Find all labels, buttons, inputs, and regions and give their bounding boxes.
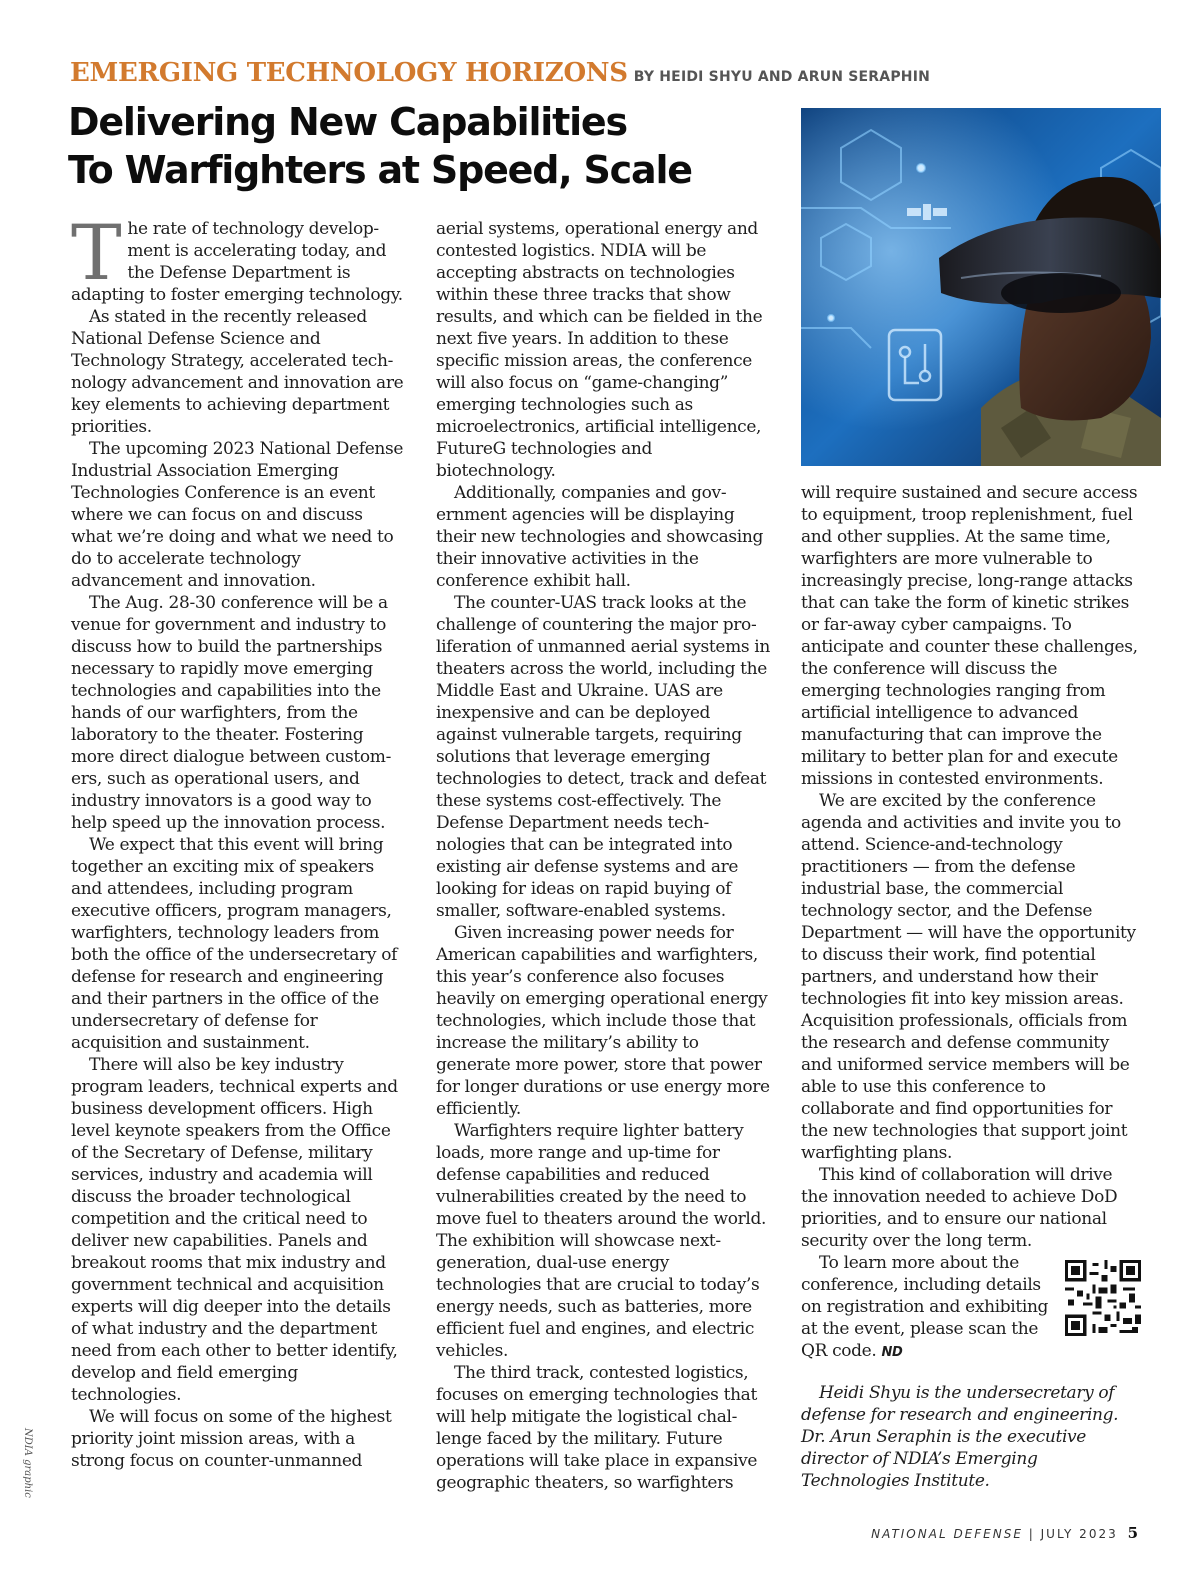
paragraph: We will focus on some of the highest priority joint mission areas, with a strong focus on counter-unmanned [71, 1407, 392, 1471]
section-title: EMERGING TECHNOLOGY HORIZONS [70, 58, 628, 88]
page-number: 5 [1127, 1524, 1138, 1542]
paragraph: will require sustained and secure access to equipment, troop replenishment, fuel and other supplies. At the same time, warfighters are more vulnerable to increasingly precise, long-range attacks that can take the form of kinetic strikes or far-away cyber campaigns. To anticipate and counter these challenges, the conference will discuss the emerging technologies ranging from artificial intelligence to advanced manufacturing that can improve the military to better plan for and execute missions in contested environments. [801, 483, 1138, 789]
soldier-headset-illustration [801, 108, 1161, 466]
paragraph: The upcoming 2023 National Defense Industrial Association Emerging Technologies Conference is an event where we can focus on and discuss what we’re doing and what we need to do to accelerate technology advancement and innovation. [71, 439, 404, 591]
page-footer [871, 1524, 1138, 1542]
paragraph: We are excited by the conference agenda and activities and invite you to attend. Science-and-technology practitioners — from the defense industrial base, the commercial technology sector, and the Defense Department — will have the opportunity to discuss their work, find potential partners, and understand how their technologies fit into key mission areas. Acquisition professionals, officials from the research and defense community and uniformed service members will be able to use this conference to collaborate and find opportunities for the new technologies that support joint warfighting plans. [801, 791, 1136, 1163]
paragraph: This kind of collaboration will drive the innovation needed to achieve DoD priorities, and to ensure our national security over the long term. [801, 1165, 1118, 1251]
article-header [70, 58, 930, 88]
publication-name: NATIONAL DEFENSE [871, 1527, 1023, 1541]
paragraph: Given increasing power needs for American capabilities and warfighters, this year’s conference also focuses heavily on emerging operational energy technologies, which include those that increase the military’s ability to generate more power, store that power for longer durations or use energy more efficiently. [436, 923, 770, 1119]
author-bio: Heidi Shyu is the undersecretary of defense for research and engineering. Dr. Arun Seraphin is the executive director of NDIA’s Emerging Technologies Institute. [801, 1383, 1119, 1491]
headline [68, 98, 692, 194]
paragraph: As stated in the recently released National Defense Science and Technology Strategy, accelerated technology advancement and innovation are key elements to achieving department priorities. [71, 307, 404, 437]
byline: BY HEIDI SHYU AND ARUN SERAPHIN [633, 69, 931, 85]
footer-separator: | [1028, 1527, 1035, 1541]
paragraph: aerial systems, operational energy and contested logistics. NDIA will be accepting abstracts on technologies within these three tracks that show results, and which can be fielded in the next five years. In addition to these specific mission areas, the conference will also focus on “game-changing” emerging technologies such as microelectronics, artificial intelligence, FutureG technologies and biotechnology. [436, 219, 763, 481]
issue-date: JULY 2023 [1040, 1527, 1118, 1541]
headline-line-1: Delivering New Capabilities [68, 100, 627, 144]
column-2 [436, 218, 770, 1494]
paragraph: Warfighters require lighter battery loads, more range and up-time for defense capabilities and reduced vulnerabilities created by the need to move fuel to theaters around the world. The exhibition will showcase next-generation, dual-use energy technologies that are crucial to today’s energy needs, such as batteries, more efficient fuel and engines, and electric vehicles. [436, 1121, 767, 1361]
column-1 [71, 208, 405, 1472]
article-photo [801, 108, 1161, 466]
paragraph: The third track, contested logistics, focuses on emerging technologies that will help mitigate the logistical challenge faced by the military. Future operations will take place in expansive geographic theaters, so warfighters [436, 1363, 758, 1493]
paragraph: The rate of technology development is accelerating today, and the Defense Department is adapting to foster emerging technology. [71, 208, 403, 305]
paragraph: To learn more about the conference, including details on registration and exhibiting at the event, please scan the QR code. ND [801, 1252, 1141, 1364]
image-credit: NDIA graphic [22, 1428, 33, 1498]
headline-line-2: To Warfighters at Speed, Scale [68, 148, 692, 192]
paragraph: Additionally, companies and government agencies will be displaying their new technologies and showcasing their innovative activities in the conference exhibit hall. [436, 483, 764, 591]
paragraph: We expect that this event will bring together an exciting mix of speakers and attendees, including program executive officers, program managers, warfighters, technology leaders from both the office of the undersecretary of defense for research and engineering and their partners in the office of the undersecretary of defense for acquisition and sustainment. [71, 835, 398, 1053]
paragraph: There will also be key industry program leaders, technical experts and business development officers. High level keynote speakers from the Office of the Secretary of Defense, military services, industry and academia will discuss the broader technological competition and the critical need to deliver new capabilities. Panels and breakout rooms that mix industry and government technical and acquisition experts will dig deeper into the details of what industry and the department need from each other to better identify, develop and field emerging technologies. [71, 1055, 398, 1405]
paragraph: The counter-UAS track looks at the challenge of countering the major proliferation of unmanned aerial systems in theaters across the world, including the Middle East and Ukraine. UAS are inexpensive and can be deployed against vulnerable targets, requiring solutions that leverage emerging technologies to detect, track and defeat these systems cost-effectively. The Defense Department needs technologies that can be integrated into existing air defense systems and are looking for ideas on rapid buying of smaller, software-enabled systems. [436, 593, 770, 921]
qr-code[interactable] [1065, 1260, 1141, 1336]
drop-cap: T [71, 208, 122, 297]
paragraph: The Aug. 28-30 conference will be a venue for government and industry to discuss how to build the partnerships necessary to rapidly move emerging technologies and capabilities into the hands of our warfighters, from the laboratory to the theater. Fostering more direct dialogue between customers, such as operational users, and industry innovators is a good way to help speed up the innovation process. [71, 593, 392, 833]
column-3 [801, 482, 1141, 1492]
end-mark: ND [881, 1345, 903, 1360]
